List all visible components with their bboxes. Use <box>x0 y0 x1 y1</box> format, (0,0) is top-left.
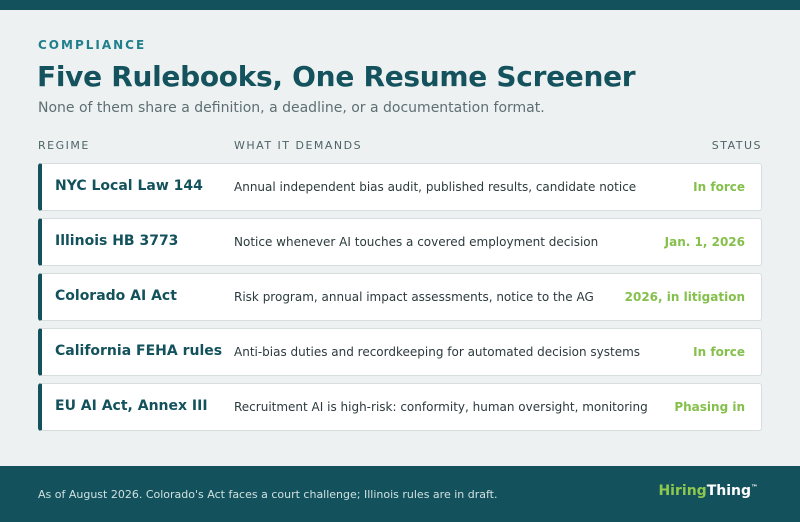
regime-demands: Anti-bias duties and recordkeeping for automated decision systems <box>234 345 641 359</box>
logo-part-thing: Thing <box>706 483 751 499</box>
column-header-regime: REGIME <box>38 139 90 152</box>
regime-demands: Annual independent bias audit, published results, candidate notice <box>234 180 637 194</box>
regime-row <box>38 163 762 211</box>
regime-status: In force <box>693 345 745 359</box>
eyebrow-label: COMPLIANCE <box>38 38 147 52</box>
column-header-status: STATUS <box>711 139 762 152</box>
regime-status: Jan. 1, 2026 <box>664 235 745 249</box>
footer-note: As of August 2026. Colorado's Act faces a court challenge; Illinois rules are in draft. <box>38 488 498 501</box>
footer-bar <box>0 466 800 522</box>
hiringthing-logo <box>658 483 758 499</box>
regime-name: Colorado AI Act <box>55 288 177 304</box>
regime-demands: Risk program, annual impact assessments, notice to the AG <box>234 290 594 304</box>
regime-row <box>38 328 762 376</box>
logo-part-hiring: Hiring <box>658 483 707 499</box>
regime-name: NYC Local Law 144 <box>55 178 203 194</box>
regime-demands: Recruitment AI is high-risk: conformity, human oversight, monitoring <box>234 400 648 414</box>
top-accent-bar <box>0 0 800 10</box>
logo-trademark: ™ <box>751 483 758 492</box>
regime-status: In force <box>693 180 745 194</box>
column-header-demands: WHAT IT DEMANDS <box>234 139 363 152</box>
regime-row <box>38 273 762 321</box>
regime-status: Phasing in <box>674 400 745 414</box>
regime-row <box>38 218 762 266</box>
regime-name: California FEHA rules <box>55 343 223 359</box>
regime-name: EU AI Act, Annex III <box>55 398 208 414</box>
regime-status: 2026, in litigation <box>624 290 745 304</box>
regime-demands: Notice whenever AI touches a covered employment decision <box>234 235 599 249</box>
page-title: Five Rulebooks, One Resume Screener <box>37 60 636 93</box>
page-subtitle: None of them share a definition, a deadline, or a documentation format. <box>38 100 545 116</box>
regime-name: Illinois HB 3773 <box>55 233 179 249</box>
regime-list <box>38 163 762 438</box>
regime-row <box>38 383 762 431</box>
